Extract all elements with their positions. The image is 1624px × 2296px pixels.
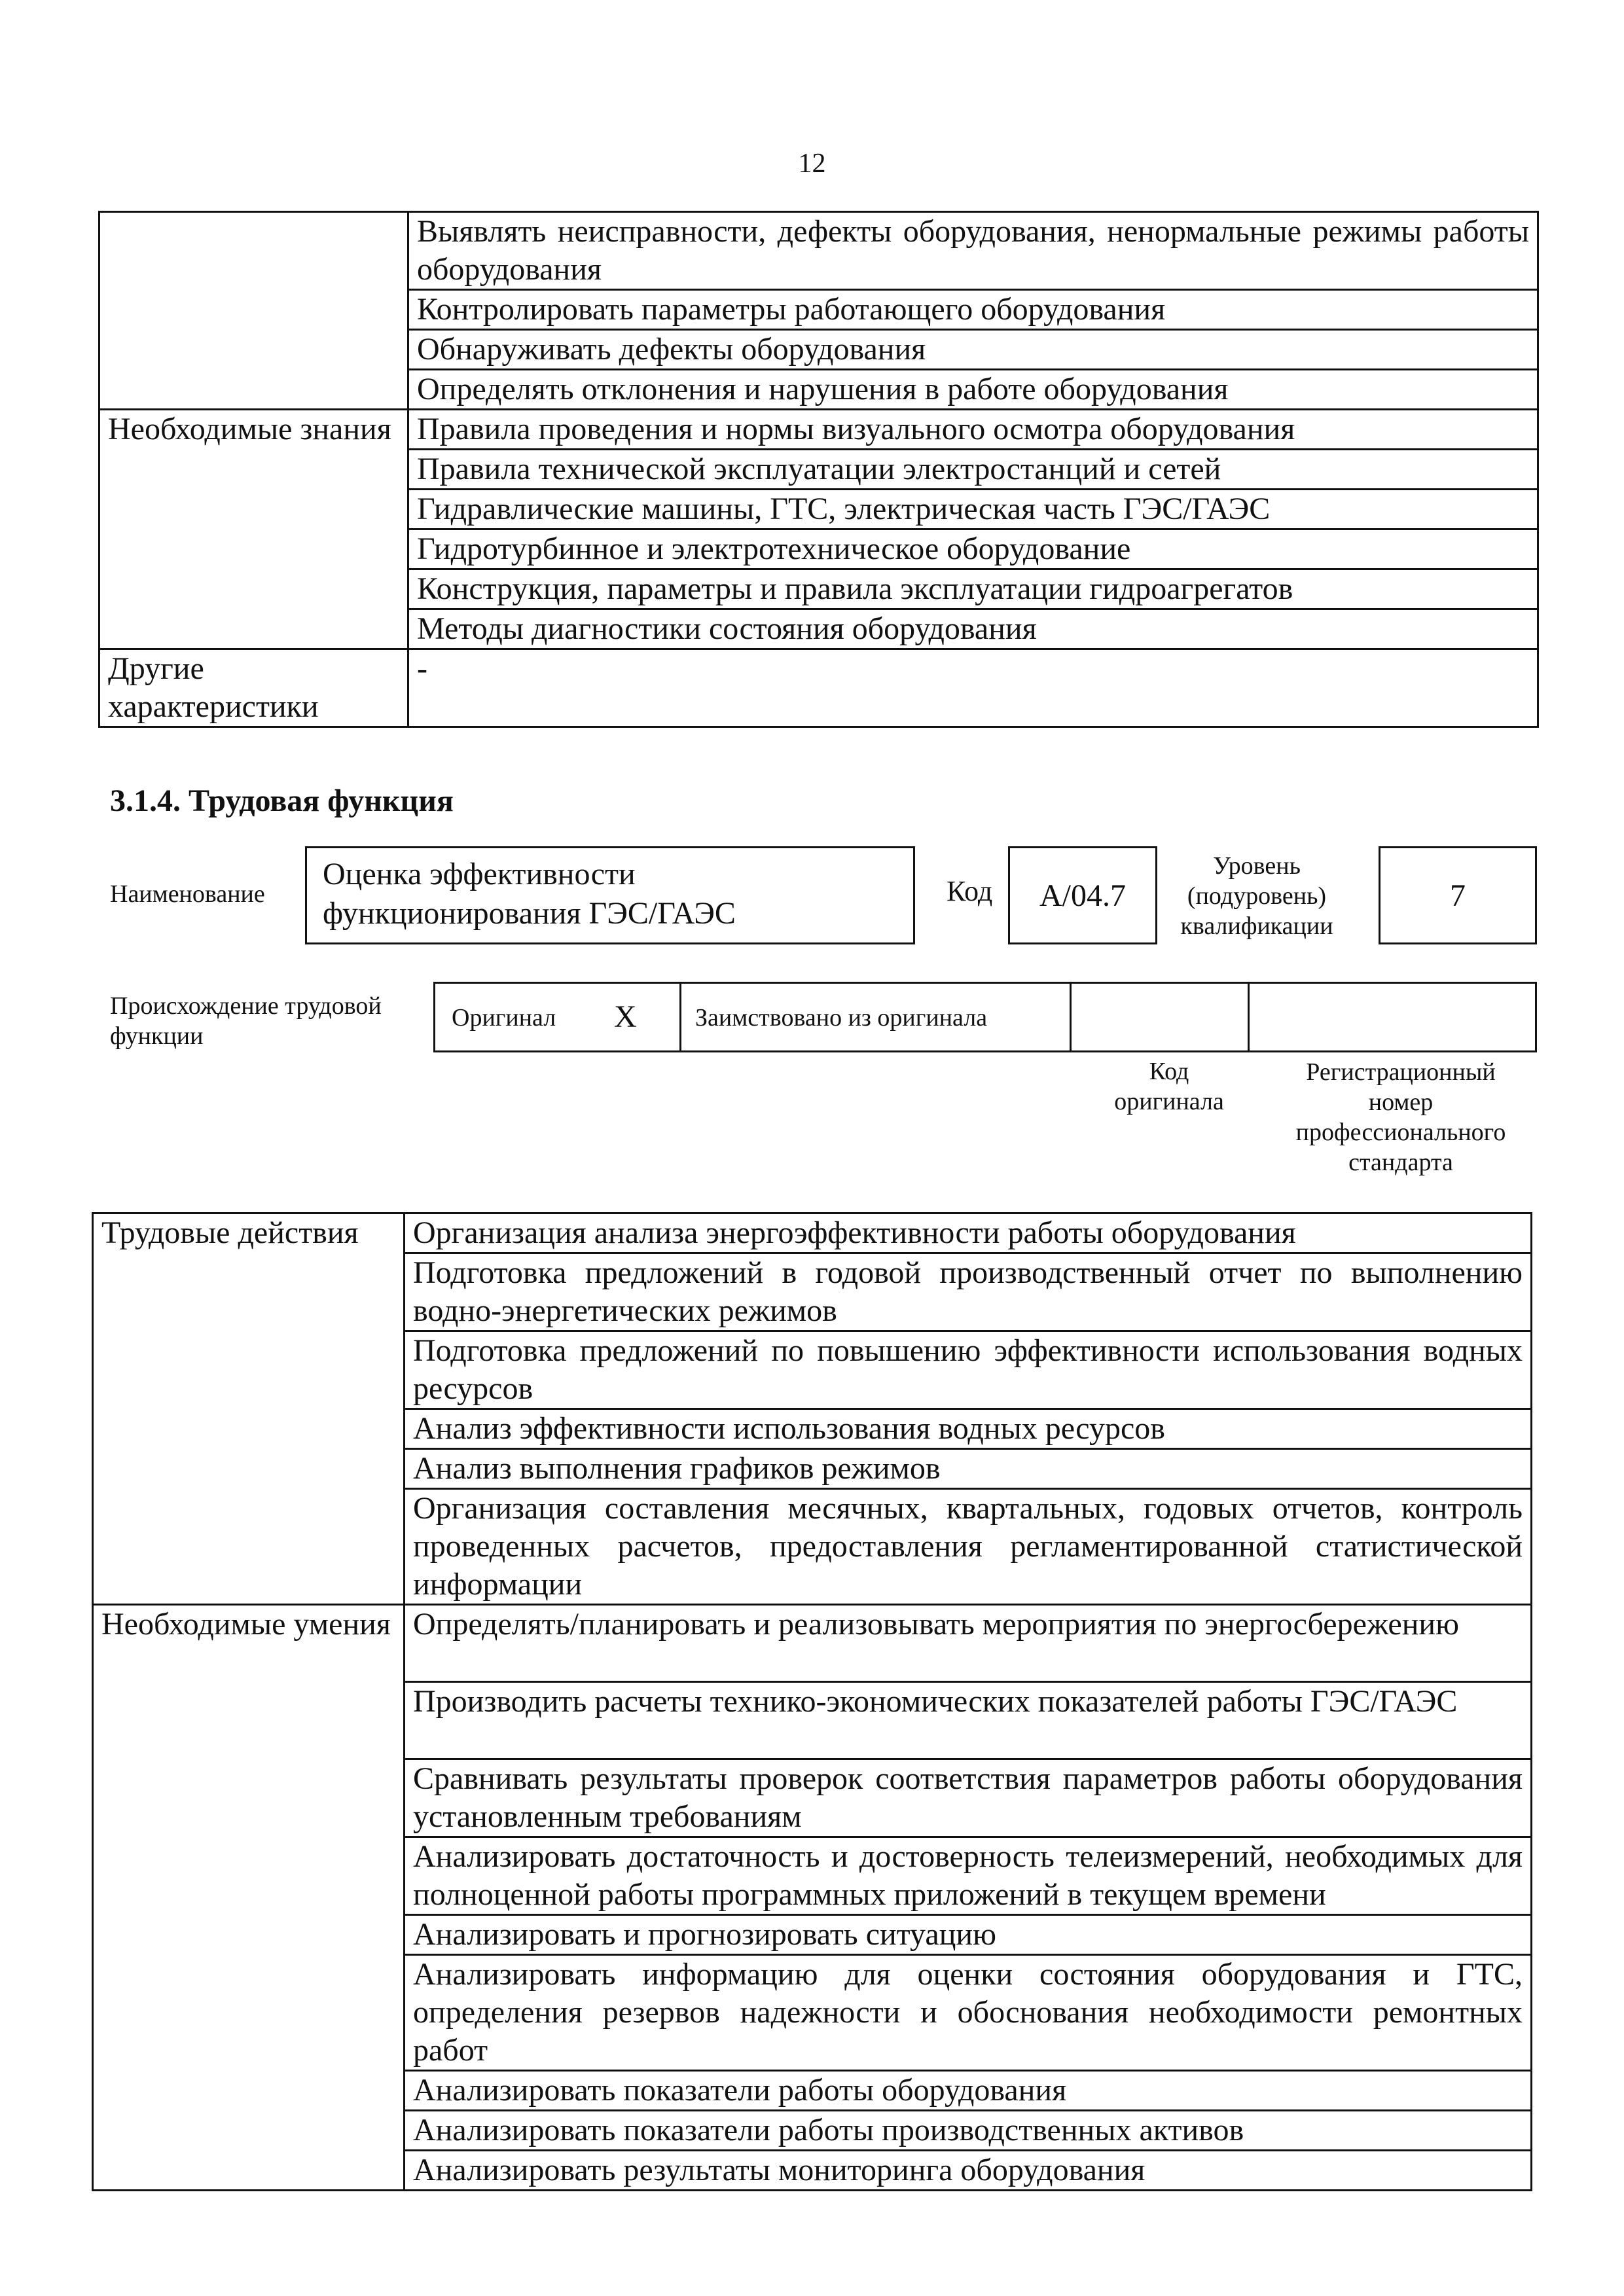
level-value: 7 <box>1450 878 1466 913</box>
table-cell: Анализировать информацию для оценки состояния оборудования и ГТС, определения резервов надежности и обоснования необходимости ремонтных работ <box>405 1955 1532 2071</box>
table-cell: Анализировать и прогнозировать ситуацию <box>405 1915 1532 1955</box>
table-cell: Методы диагностики состояния оборудования <box>408 609 1538 649</box>
name-value-box <box>305 846 915 944</box>
table-cell: Анализировать показатели работы производственных активов <box>405 2111 1532 2151</box>
table-cell: Гидравлические машины, ГТС, электрическая часть ГЭС/ГАЭС <box>408 490 1538 529</box>
table-cell: Сравнивать результаты проверок соответствия параметров работы оборудования установленным требованиям <box>405 1759 1532 1837</box>
skills-knowledge-table <box>98 211 1539 728</box>
table-cell: Организация анализа энергоэффективности работы оборудования <box>405 1213 1532 1253</box>
section-title: 3.1.4. Трудовая функция <box>110 783 454 818</box>
table-cell: Контролировать параметры работающего оборудования <box>408 290 1538 330</box>
table-cell: Определять/планировать и реализовывать мероприятия по энергосбережению <box>405 1605 1532 1682</box>
origin-divider-2 <box>1070 982 1072 1052</box>
table-cell: - <box>408 649 1538 727</box>
table-cell: Анализировать результаты мониторинга оборудования <box>405 2151 1532 2191</box>
code-original-caption: Код оригинала <box>1114 1058 1224 1115</box>
origin-divider-1 <box>679 982 681 1052</box>
origin-borrowed-label: Заимствовано из оригинала <box>695 1004 988 1031</box>
table-cell: Правила проведения и нормы визуального осмотра оборудования <box>408 410 1538 450</box>
row-label-knowledge: Необходимые знания <box>99 410 408 649</box>
origin-divider-3 <box>1248 982 1250 1052</box>
table-cell: Конструкция, параметры и правила эксплуатации гидроагрегатов <box>408 569 1538 609</box>
row-label <box>99 212 408 410</box>
table-cell: Подготовка предложений в годовой производственный отчет по выполнению водно-энергетических режимов <box>405 1253 1532 1331</box>
row-label-other: Другие характеристики <box>99 649 408 727</box>
table-cell: Правила технической эксплуатации электростанций и сетей <box>408 450 1538 490</box>
code-label: Код <box>947 875 993 907</box>
row-label-skills: Необходимые умения <box>93 1605 405 2191</box>
origin-label: Происхождение трудовой функции <box>110 992 382 1050</box>
row-label-actions: Трудовые действия <box>93 1213 405 1605</box>
table-cell: Подготовка предложений по повышению эффективности использования водных ресурсов <box>405 1331 1532 1409</box>
table-cell: Выявлять неисправности, дефекты оборудования, ненормальные режимы работы оборудования <box>408 212 1538 290</box>
code-value-box <box>1008 846 1157 944</box>
name-value: Оценка эффективности функционирования ГЭС/ГАЭС <box>323 857 736 931</box>
level-label: Уровень (подуровень) квалификации <box>1180 852 1333 940</box>
level-value-box <box>1379 846 1537 944</box>
table-cell: Анализ выполнения графиков режимов <box>405 1449 1532 1489</box>
code-value: А/04.7 <box>1039 878 1126 913</box>
name-label: Наименование <box>110 880 265 908</box>
table-cell: Организация составления месячных, квартальных, годовых отчетов, контроль проведенных расчетов, предоставления регламентированной статистической информации <box>405 1489 1532 1605</box>
page-number: 12 <box>798 149 826 179</box>
labor-actions-table <box>92 1212 1532 2191</box>
table-cell: Анализировать показатели работы оборудования <box>405 2071 1532 2111</box>
table-cell: Гидротурбинное и электротехническое оборудование <box>408 529 1538 569</box>
table-cell: Определять отклонения и нарушения в работе оборудования <box>408 370 1538 410</box>
table-cell: Производить расчеты технико-экономических показателей работы ГЭС/ГАЭС <box>405 1682 1532 1759</box>
origin-original-label: Оригинал <box>452 1004 556 1031</box>
table-cell: Анализ эффективности использования водных ресурсов <box>405 1409 1532 1449</box>
origin-mark: X <box>614 999 637 1034</box>
registration-number-caption: Регистрационный номер профессионального стандарта <box>1295 1058 1506 1176</box>
table-cell: Анализировать достаточность и достоверность телеизмерений, необходимых для полноценной работы программных приложений в текущем времени <box>405 1837 1532 1915</box>
table-cell: Обнаруживать дефекты оборудования <box>408 330 1538 370</box>
